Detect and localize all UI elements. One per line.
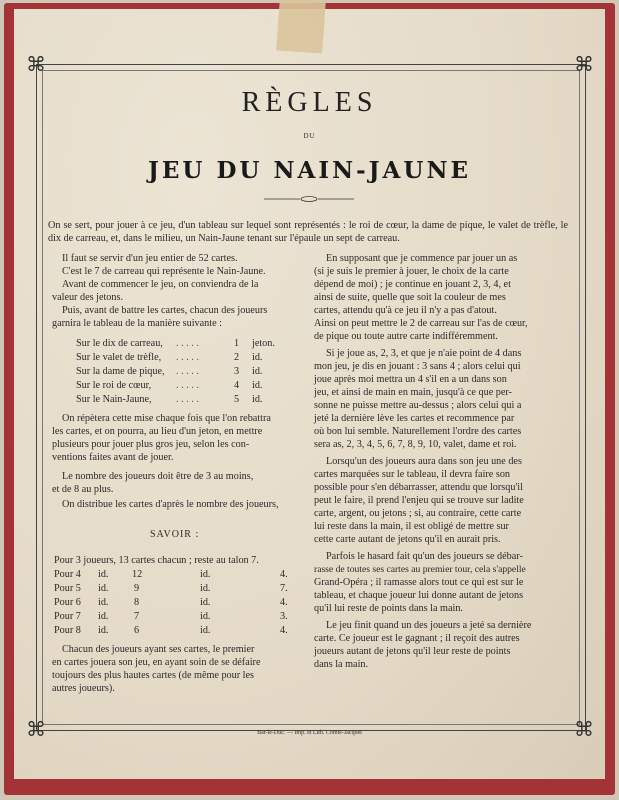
title-du: DU — [303, 132, 316, 140]
savoir-heading: SAVOIR : — [150, 529, 200, 540]
right-p1-line: ainsi de suite, quelle que soit la couleur de mes — [314, 292, 506, 303]
right-p2-line: joue après moi mettra un 4 s'il en a un dans son — [314, 374, 507, 385]
right-p3-line: cette carte autant de jetons qu'il en aurait pris. — [314, 534, 501, 545]
right-p3-line: cartes marquées sur le tableau, il devra faire son — [314, 469, 511, 480]
left-p3b: valeur des jetons. — [52, 292, 124, 303]
corner-ornament-icon: ⌘ — [26, 717, 46, 741]
left-p8-line: autres joueurs). — [52, 683, 115, 694]
right-p3-line: lui reste dans la main, il est obligé de mettre sur — [314, 521, 509, 532]
right-p2-line: mon jeu, je dis en jouant : 3 sans 4 ; alors celui qui — [314, 361, 521, 372]
page-title: JEU DU NAIN-JAUNE — [147, 157, 472, 184]
left-p4b: garnira le tableau de la manière suivante : — [52, 318, 222, 329]
right-p5-line: carte. Ce joueur est le gagnant ; il reçoit des autres — [314, 633, 520, 644]
right-p3-line: possible pour s'en débarrasser, attendu que lorsqu'il — [314, 482, 523, 493]
title-regles: RÈGLES — [241, 87, 378, 118]
title-ornament-icon — [262, 194, 356, 204]
tape-remnant — [276, 0, 326, 54]
left-p5-line: On répètera cette mise chaque fois que l'on rebattra — [62, 413, 271, 424]
left-p8-line: toujours des plus hautes cartes (de même pour les — [52, 670, 254, 681]
right-p4-line: rasse de toutes ses cartes au premier tour, cela s'appelle — [314, 564, 526, 575]
left-p5-line: plusieurs pour jouer plus gros jeu, selon les con- — [52, 439, 250, 450]
corner-ornament-icon: ⌘ — [26, 52, 46, 76]
left-p5-line: les cartes, et on pourra, au lieu d'un jeton, en mettre — [52, 426, 263, 437]
left-p1: Il faut se servir d'un jeu entier de 52 cartes. — [62, 253, 238, 264]
right-p4-line: qu'il lui reste de points dans la main. — [314, 603, 463, 614]
left-p8-line: en cartes jouera son jeu, en ayant soin de se défaire — [52, 657, 261, 668]
right-p2-line: où bon lui semble. Naturellement l'ordre des cartes — [314, 426, 522, 437]
right-p1-line: dépend de moi) ; je continue en jouant 2, 3, 4, et — [314, 279, 511, 290]
printer-imprint: Bar-le-Duc. — Imp. et Lith. Comte-Jacquet — [257, 730, 362, 736]
corner-ornament-icon: ⌘ — [574, 52, 594, 76]
intro-paragraph: On se sert, pour jouer à ce jeu, d'un tableau sur lequel sont représentés : le roi de cœur, la dame de pique, le valet de trèfle, le dix de carreau, et, dans le milieu, un Nain-Jaune tenant sur l'épaule un sept de carreau. — [48, 220, 568, 244]
right-p3-line: Lorsqu'un des joueurs aura dans son jeu une des — [326, 456, 522, 467]
left-p5-line: ventions faites avant de jouer. — [52, 452, 174, 463]
left-p8-line: Chacun des joueurs ayant ses cartes, le premier — [62, 644, 255, 655]
right-p2-line: sera as, 2, 3, 4, 5, 6, 7, 8, 9, 10, valet, dame et roi. — [314, 439, 517, 450]
right-p1-line: de pique ou toute autre carte indifféremment. — [314, 331, 498, 342]
left-p6-line: et de 8 au plus. — [52, 484, 114, 495]
right-p3-line: carte, argent, ou jetons ; si, au contraire, cette carte — [314, 508, 522, 519]
right-p5-line: dans la main. — [314, 659, 369, 670]
left-p4a: Puis, avant de battre les cartes, chacun des joueurs — [62, 305, 268, 316]
right-p2-line: jeu, et ainsi de main en main, jusqu'à ce que per- — [314, 387, 512, 398]
right-p2-line: Si je joue as, 2, 3, et que je n'aie point de 4 dans — [326, 348, 522, 359]
right-p2-line: jeté la dernière lève les cartes et recommence par — [314, 413, 515, 424]
right-p1-line: Ainsi on peut mettre le 2 de carreau sur l'as de cœur, — [314, 318, 528, 329]
left-p6-line: Le nombre des joueurs doit être de 3 au moins, — [62, 471, 254, 482]
right-p1-line: (si je suis le premier à jouer, le choix de la carte — [314, 266, 509, 277]
corner-ornament-icon: ⌘ — [574, 717, 594, 741]
right-p4-line: Grand-Opéra ; il ramasse alors tout ce qui est sur le — [314, 577, 524, 588]
left-p2: C'est le 7 de carreau qui représente le Nain-Jaune. — [62, 266, 266, 277]
right-p2-line: sonne ne puisse mettre au-dessus ; alors celui qui a — [314, 400, 522, 411]
right-p3-line: peut le faire, il prend l'enjeu qui se trouve sur ladite — [314, 495, 524, 506]
distribution-header: Pour 3 joueurs, 13 cartes chacun ; reste au talon 7. — [54, 555, 259, 566]
right-p1-line: En supposant que je commence par jouer un as — [326, 253, 518, 264]
right-p5-line: joueurs autant de jetons qu'il leur reste de points — [314, 646, 511, 657]
right-p5-line: Le jeu finit quand un des joueurs a jeté sa dernière — [326, 620, 532, 631]
left-p3a: Avant de commencer le jeu, on conviendra de la — [62, 279, 259, 290]
right-p4-line: Parfois le hasard fait qu'un des joueurs se débar- — [326, 551, 523, 562]
left-p7: On distribue les cartes d'après le nombre des joueurs, — [62, 499, 279, 510]
right-p4-line: tableau, et chaque joueur lui donne autant de jetons — [314, 590, 524, 601]
right-p1-line: cartes, attendu qu'à ce jeu il n'y a pas d'atout. — [314, 305, 497, 316]
